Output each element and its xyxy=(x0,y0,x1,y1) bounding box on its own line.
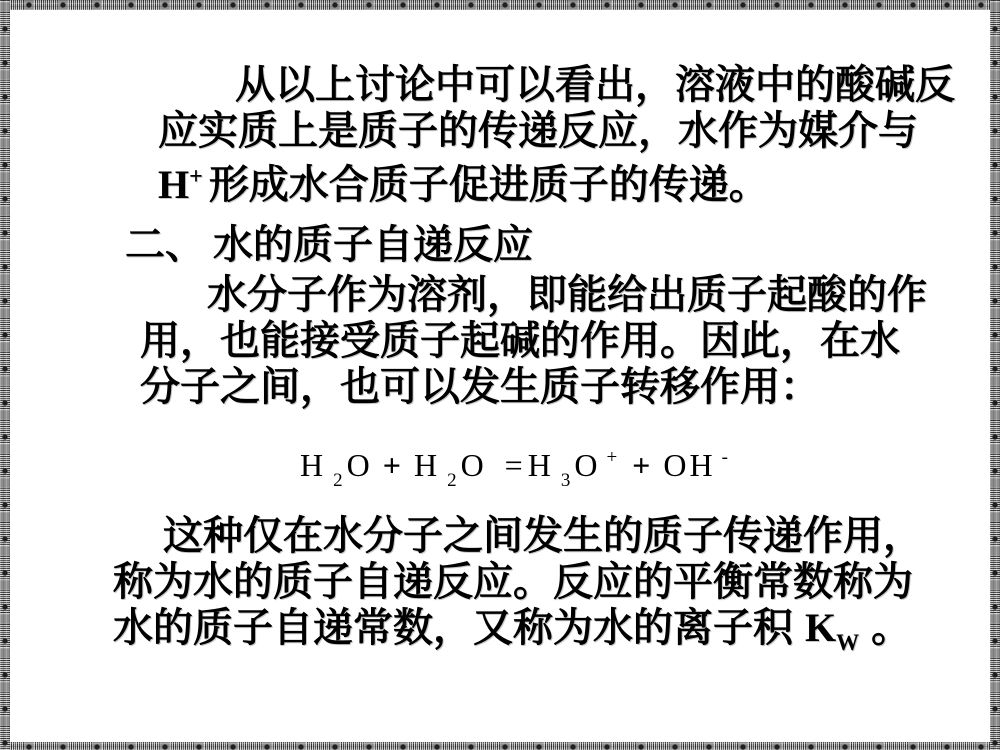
slide-content xyxy=(10,10,990,742)
paragraph-conclusion xyxy=(113,513,950,666)
decorative-border-bottom xyxy=(0,742,1000,750)
paragraph-solvent xyxy=(113,272,950,410)
heading-number: 二、 xyxy=(125,222,205,267)
element-symbol: H xyxy=(413,447,441,483)
equals-sign: = xyxy=(504,447,526,483)
kw-subscript: W xyxy=(836,630,860,655)
superscript-minus: - xyxy=(721,447,731,468)
element-symbol: H xyxy=(300,447,327,483)
text-run: 水的质子自递常数，又称为水的离子积 xyxy=(113,605,793,650)
text-line: 水分子作为溶剂，即能给出质子起酸的作 xyxy=(207,272,927,317)
kw-constant-symbol: K xyxy=(805,605,837,650)
text-run: 形成水合质子促进质子的传递。 xyxy=(208,162,769,207)
element-symbol: O xyxy=(460,447,487,483)
text-run: 。 xyxy=(871,605,912,650)
text-line: 这种仅在水分子之间发生的质子传递作用， xyxy=(163,513,923,558)
text-line: 应实质上是质子的传递反应，水作为媒介与 xyxy=(158,108,918,153)
plus-operator: + xyxy=(632,447,654,483)
text-line xyxy=(113,605,950,666)
plus-operator: + xyxy=(382,447,404,483)
element-symbol: H xyxy=(689,447,716,483)
decorative-border-right xyxy=(990,0,1000,750)
subscript: 3 xyxy=(560,470,574,491)
text-line xyxy=(158,154,950,208)
element-symbol: O xyxy=(663,447,690,483)
chemical-equation xyxy=(300,440,950,496)
heading-title: 水的质子自递反应 xyxy=(213,222,533,267)
element-symbol: H xyxy=(527,447,554,483)
superscript-plus: + xyxy=(189,164,203,190)
text-line: 分子之间，也可以发生质子转移作用： xyxy=(140,364,820,409)
section-heading xyxy=(125,222,950,268)
decorative-border-top xyxy=(0,0,1000,10)
hydrogen-ion-symbol: H xyxy=(158,162,190,207)
superscript-plus: + xyxy=(606,447,621,468)
text-line: 从以上讨论中可以看出，溶液中的酸碱反 xyxy=(235,62,955,107)
element-symbol: O xyxy=(346,447,373,483)
text-line: 用，也能接受质子起碱的作用。因此，在水 xyxy=(140,318,900,363)
subscript: 2 xyxy=(333,470,346,491)
paragraph-intro xyxy=(113,62,955,208)
decorative-border-left xyxy=(0,0,10,750)
element-symbol: O xyxy=(574,447,601,483)
subscript: 2 xyxy=(447,470,460,491)
text-line: 称为水的质子自递反应。反应的平衡常数称为 xyxy=(113,559,913,604)
